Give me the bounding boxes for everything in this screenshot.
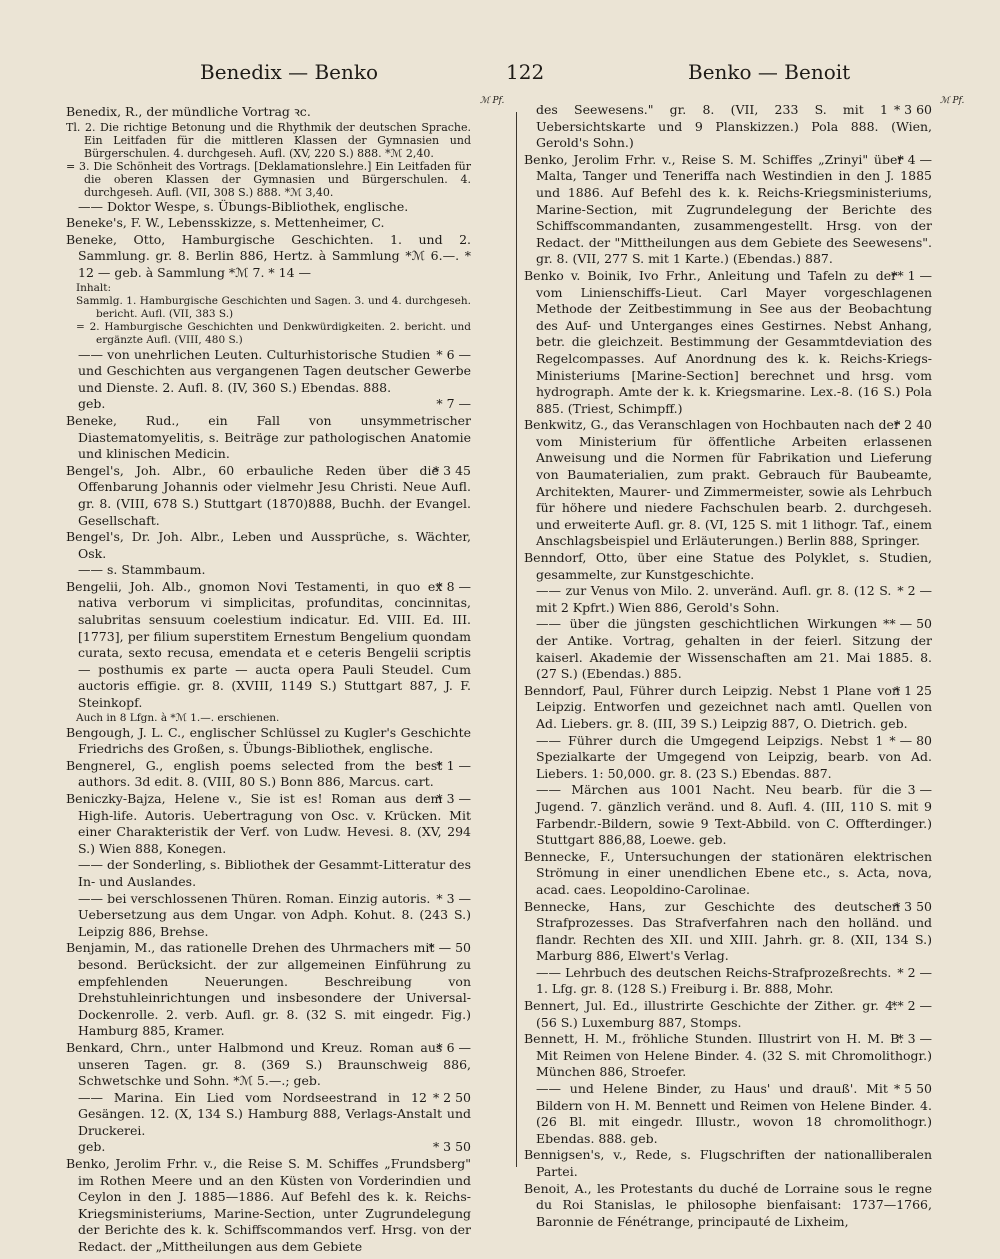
entry-price: * 3 50 [893,898,932,914]
catalog-entry [66,463,471,529]
entry-text: —— Märchen aus 1001 Nacht. Neu bearb. für die Jugend. 7. gänzlich veränd. und 8. Aufl. 4. (III, 110 S. mit 9 Farbendr.-Bildern, sowie 9 Text-Abbild. von C. Offterdinger.) Stuttgart 886,88, Loewe. geb. [536,782,932,848]
entry-text: Benoit, A., les Protestants du duché de Lorraine sous le regne du Roi Stanislas, le philosophe bienfaisant: 1737—1766, Baronnie de Fénétrange, principauté de Lixheim, [524,1180,932,1229]
entry-text: Bengough, J. L. C., englischer Schlüssel zu Kugler's Geschichte Friedrichs des Großen, s. Übungs-Bibliothek, englische. [66,724,471,757]
entry-price: * 3 — [897,1031,932,1047]
entry-price: * 3 — [436,890,471,906]
entry-text: = 3. Die Schönheit des Vortrags. [Deklamationslehre.] Ein Leitfaden für die oberen Klassen der Gymnasien und Bürgerschulen. 4. durchgeseh. Aufl. (VII, 308 S.) 888. *ℳ 3,40. [66,159,471,199]
catalog-entry [66,321,471,347]
catalog-entry [66,857,471,890]
catalog-entry [66,1156,471,1256]
catalog-entry [66,396,471,413]
entry-price: * 3 60 [893,102,932,117]
entry-text: des Seewesens." gr. 8. (VII, 233 S. mit 1 Uebersichtskarte und 9 Planskizzen.) Pola 888. (Wien, Gerold's Sohn.) [536,102,932,151]
entry-text: Auch in 8 Lfgn. à *ℳ 1.—. erschienen. [76,711,280,724]
catalog-entry [66,282,471,295]
entry-text: —— bei verschlossenen Thüren. Roman. Einzig autoris. Uebersetzung aus dem Ungar. von Adph. Kohut. 8. (243 S.) Leipzig 886, Brehse. [78,890,471,939]
catalog-entry [66,160,471,199]
catalog-entry [66,1090,471,1140]
entry-text: —— Lehrbuch des deutschen Reichs-Strafprozeßrechts. 1. Lfg. gr. 8. (128 S.) Freiburg i. Br. 888, Mohr. [536,964,892,997]
catalog-entry [524,583,932,616]
entry-text: geb. [78,1139,106,1155]
catalog-entry [66,1040,471,1090]
entry-text: —— s. Stammbaum. [78,562,206,578]
catalog-entry [66,295,471,321]
catalog-entry [66,758,471,791]
catalog-entry [524,616,932,682]
left-column [66,104,471,1256]
entry-text: —— und Helene Binder, zu Haus' und drauß'. Mit Bildern von H. M. Bennett und Reimen von Helene Binder. 4. (26 Bl. mit eingedr. Illustr., wovon 18 chromolithogr.) Ebendas. 888. geb. [536,1081,932,1146]
entry-text: Beneke, Otto, Hamburgische Geschichten. 1. und 2. Sammlung. gr. 8. Berlin 886, Hertz. à Sammlung *ℳ 6.—. * 12 — geb. à Sammlung *ℳ 7. * 14 — [66,231,471,280]
catalog-entry [66,579,471,712]
entry-price: * 3 45 [432,462,471,478]
catalog-entry [524,268,932,417]
catalog-entry [524,998,932,1031]
entry-text: Benndorf, Otto, über eine Statue des Polyklet, s. Studien, gesammelte, zur Kunstgeschichte. [524,550,932,582]
entry-price: * 2 — [897,583,932,599]
catalog-entry [524,550,932,583]
entry-text: Bennigsen's, v., Rede, s. Flugschriften der nationalliberalen Partei. [524,1147,932,1179]
catalog-entry [524,1181,932,1231]
entry-text: Tl. 2. Die richtige Betonung und die Rhythmik der deutschen Sprache. Ein Leitfaden für die mittleren Klassen der Gymnasien und Bürgerschulen. 4. durchgeseh. Aufl. (XV, 220 S.) 888. *ℳ 2,40. [66,120,471,160]
entry-text: Beneke, Rud., ein Fall von unsymmetrischer Diastematomyelitis, s. Beiträge zur pathologischen Anatomie und klinischen Medicin. [66,412,471,462]
entry-price: * 3 — [436,791,471,806]
entry-text: —— Doktor Wespe, s. Übungs-Bibliothek, englische. [78,198,409,214]
entry-text: —— von unehrlichen Leuten. Culturhistorische Studien und Geschichten aus vergangenen Tagen deutscher Gewerbe und Dienste. 2. Aufl. 8. (IV, 360 S.) Ebendas. 888. [78,346,471,395]
entry-price: * 6 — [436,346,471,362]
catalog-entry [66,215,471,232]
catalog-entry [66,791,471,857]
catalog-entry [524,102,932,152]
entry-price: * — 80 [889,732,932,748]
entry-text: —— über die jüngsten geschichtlichen Wirkungen der Antike. Vortrag, gehalten in der feierl. Sitzung der kaiserl. Akademie der Wissenschaften am 21. Mai 1885. 8. (27 S.) (Ebendas.) 885. [536,616,932,682]
entry-price: * 6 — [436,1039,471,1055]
page-number: 122 [506,60,545,84]
catalog-entry [66,940,471,1040]
catalog-entry [524,683,932,733]
entry-price: * 3 50 [432,1139,471,1155]
entry-text: = 2. Hamburgische Geschichten und Denkwürdigkeiten. 2. bericht. und ergänzte Aufl. (VIII, 480 S.) [76,320,471,346]
entry-price: * 5 50 [893,1081,932,1097]
catalog-entry [524,152,932,268]
entry-text: Bengel's, Dr. Joh. Albr., Leben und Aussprüche, s. Wächter, Osk. [66,529,471,561]
entry-text: Bennecke, F., Untersuchungen der stationären elektrischen Strömung in einer unendlichen Ebene etc., s. Acta, nova, acad. caes. Leopoldino-Carolinae. [524,848,932,897]
entry-price: ** 2 — [891,998,932,1014]
entry-text: Benko v. Boinik, Ivo Frhr., Anleitung und Tafeln zu der vom Linienschiffs-Lieut. Carl Mayer vorgeschlagenen Methode der Zeitbestimmung in See aus der Beobachtung des Auf- und Unterganges eines Gestirnes. Nebst Anhang, betr. die gleichzeit. Bestimmung der Gesammtdeviation des Regelcompasses. Auf Anordnung des k. k. Reichs-Kriegs-Ministeriums [Marine-Section] berechnet und hrsg. vom hydrograph. Amte der k. k. Kriegsmarine. Lex.-8. (16 S.) Pola 885. (Triest, Schimpff.) [524,267,932,416]
catalog-entry [66,199,471,216]
catalog-entry [524,965,932,998]
catalog-entry [66,104,471,121]
catalog-entry [524,782,932,848]
catalog-entry [524,1031,932,1081]
entry-price: * 4 — [897,151,932,167]
currency-header-left: ℳ Pf. [480,96,505,106]
entry-text: Benjamin, M., das rationelle Drehen des Uhrmachers mit besond. Berücksicht. der zur allgemeinen Einführung zu empfehlenden Neuerungen. Beschreibung von Drehstuhleinrichtungen und insbesondere der Universal-Dockenrolle. 2. verb. Aufl. gr. 8. (32 S. mit eingedr. Fig.) Hamburg 885, Kramer. [66,940,471,1039]
catalog-entry [66,121,471,160]
entry-price: * 2 50 [432,1089,471,1105]
entry-text: Sammlg. 1. Hamburgische Geschichten und Sagen. 3. und 4. durchgeseh. bericht. Aufl. (VII, 383 S.) [76,294,471,320]
entry-text: geb. [78,396,106,412]
catalog-entry [66,347,471,397]
catalog-entry [66,529,471,562]
entry-text: Bengnerel, G., english poems selected from the best authors. 3d edit. 8. (VIII, 80 S.) Bonn 886, Marcus. cart. [66,757,443,790]
entry-price: * 7 — [436,396,471,412]
entry-text: —— zur Venus von Milo. 2. unveränd. Aufl. gr. 8. (12 S. mit 2 Kpfrt.) Wien 886, Gerold's Sohn. [536,583,892,615]
entry-text: —— Führer durch die Umgegend Leipzigs. Nebst 1 Spezialkarte der Umgegend von Leipzig, bearb. von Ad. Liebers. 1: 50,000. gr. 8. (23 S.) Ebendas. 887. [536,732,932,781]
catalog-entry [524,1147,932,1180]
catalog-entry [66,413,471,463]
entry-text: Benkard, Chrn., unter Halbmond und Kreuz. Roman aus unseren Tagen. gr. 8. (369 S.) Braunschweig 886, Schwetschke und Sohn. *ℳ 5.—.; geb. [66,1039,471,1089]
catalog-entry [66,891,471,941]
entry-price: * 1 — [436,757,471,773]
currency-header-right: ℳ Pf. [940,96,965,106]
running-head-left: Benedix — Benko [200,60,379,84]
catalog-entry [66,562,471,579]
entry-price: * — 50 [428,940,471,956]
entry-text: Bengelii, Joh. Alb., gnomon Novi Testamenti, in quo ex nativa verborum vi simplicitas, profunditas, concinnitas, salubritas sensuum coelestium indicatur. Ed. VIII. Ed. III. [1773], per filium superstitem Ernestum Bengelium quondam curata, sexto recusa, emendata et e ceteris Bengelii scriptis — posthumis ex parte — aucta opera Pauli Steudel. Cum auctoris effigie. gr. 8. (XVIII, 1149 S.) Stuttgart 887, J. F. Steinkopf. [66,578,471,711]
entry-text: Benkwitz, G., das Veranschlagen von Hochbauten nach der vom Ministerium für öffentliche Arbeiten erlassenen Anweisung und die Normen für Fabrikation und Lieferung von Baumaterialien, zum prakt. Gebrauch für Baubeamte, Architekten, Maurer- und Zimmermeister, sowie als Lehrbuch für höhere und niedere Fachschulen bearb. 2. durchgeseh. und erweiterte Aufl. gr. 8. (VI, 125 S. mit 1 lithogr. Taf., einem Anschlagsbeispiel und Erläuterungen.) Berlin 888, Springer. [524,417,932,549]
catalog-entry [524,733,932,783]
catalog-entry [524,1081,932,1147]
entry-price: ** 1 — [891,267,932,283]
entry-text: Bengel's, Joh. Albr., 60 erbauliche Reden über die Offenbarung Johannis oder vielmehr Jesu Christi. Neue Aufl. gr. 8. (VIII, 678 S.) Stuttgart (1870)888, Buchh. der Evangel. Gesellschaft. [66,462,471,528]
entry-price: ** — 50 [883,616,932,632]
entry-text: Benedix, R., der mündliche Vortrag ꝛc. [66,104,311,119]
entry-text: Bennecke, Hans, zur Geschichte des deutschen Strafprozesses. Das Strafverfahren nach den holländ. und flandr. Rechten des XII. und XIII. Jahrh. gr. 8. (XII, 134 S.) Marburg 886, Elwert's Verlag. [524,898,932,964]
entry-text: Bennert, Jul. Ed., illustrirte Geschichte der Zither. gr. 4. (56 S.) Luxemburg 887, Stomps. [524,998,898,1030]
catalog-entry [66,712,471,725]
entry-text: Benko, Jerolim Frhr. v., die Reise S. M. Schiffes „Frundsberg" im Rothen Meere und an den Küsten von Vorderindien und Ceylon in den J. 1885—1886. Auf Befehl des k. k. Reichs-Kriegsministeriums, Marine-Section, unter Zugrundelegung der Berichte des k. k. Schiffscommandos verf. Hrsg. von der Redact. der „Mittheilungen aus dem Gebiete [66,1156,471,1255]
entry-text: Beniczky-Bajza, Helene v., Sie ist es! Roman aus dem High-life. Autoris. Uebertragung von Osc. v. Krücken. Mit einer Charakteristik der Verf. von Ludw. Hevesi. 8. (XV, 294 S.) Wien 888, Konegen. [66,791,471,856]
entry-text: Inhalt: [76,281,112,294]
entry-price: * 2 40 [893,417,932,433]
catalog-entry [66,232,471,282]
entry-text: Benko, Jerolim Frhr. v., Reise S. M. Schiffes „Zrinyi" über Malta, Tanger und Teneriffa nach Westindien in den J. 1885 und 1886. Auf Befehl des k. k. Reichs-Kriegsministeriums, Marine-Section, mit Zugrundelegung der Berichte des Schiffscommandanten, zusammengestellt. Hrsg. von der Redact. der "Mittheilungen aus dem Gebiete des Seewesens". gr. 8. (VII, 277 S. mit 1 Karte.) (Ebendas.) 887. [524,151,932,267]
entry-text: Beneke's, F. W., Lebensskizze, s. Mettenheimer, C. [66,215,385,231]
column-divider [516,112,517,1167]
catalog-entry [66,1139,471,1156]
entry-text: Bennett, H. M., fröhliche Stunden. Illustrirt von H. M. B. Mit Reimen von Helene Binder. 4. (32 S. mit Chromolithogr.) München 886, Stroefer. [524,1031,932,1080]
catalog-entry [524,899,932,965]
entry-price: 3 — [907,782,932,798]
right-column [524,102,932,1230]
catalog-entry [66,725,471,758]
entry-price: * 8 — [436,578,471,594]
entry-price: * 1 25 [893,682,932,698]
entry-text: —— der Sonderling, s. Bibliothek der Gesammt-Litteratur des In- und Auslandes. [78,857,471,889]
entry-text: Benndorf, Paul, Führer durch Leipzig. Nebst 1 Plane von Leipzig. Entworfen und gezeichnet nach amtl. Quellen von Ad. Liebers. gr. 8. (III, 39 S.) Leipzig 887, O. Dietrich. geb. [524,682,932,731]
entry-text: —— Marina. Ein Lied vom Nordseestrand in 12 Gesängen. 12. (X, 134 S.) Hamburg 888, Verlags-Anstalt und Druckerei. [78,1089,471,1138]
running-head-right: Benko — Benoit [688,60,851,84]
catalog-entry [524,849,932,899]
entry-price: * 2 — [897,964,932,980]
catalog-entry [524,417,932,550]
